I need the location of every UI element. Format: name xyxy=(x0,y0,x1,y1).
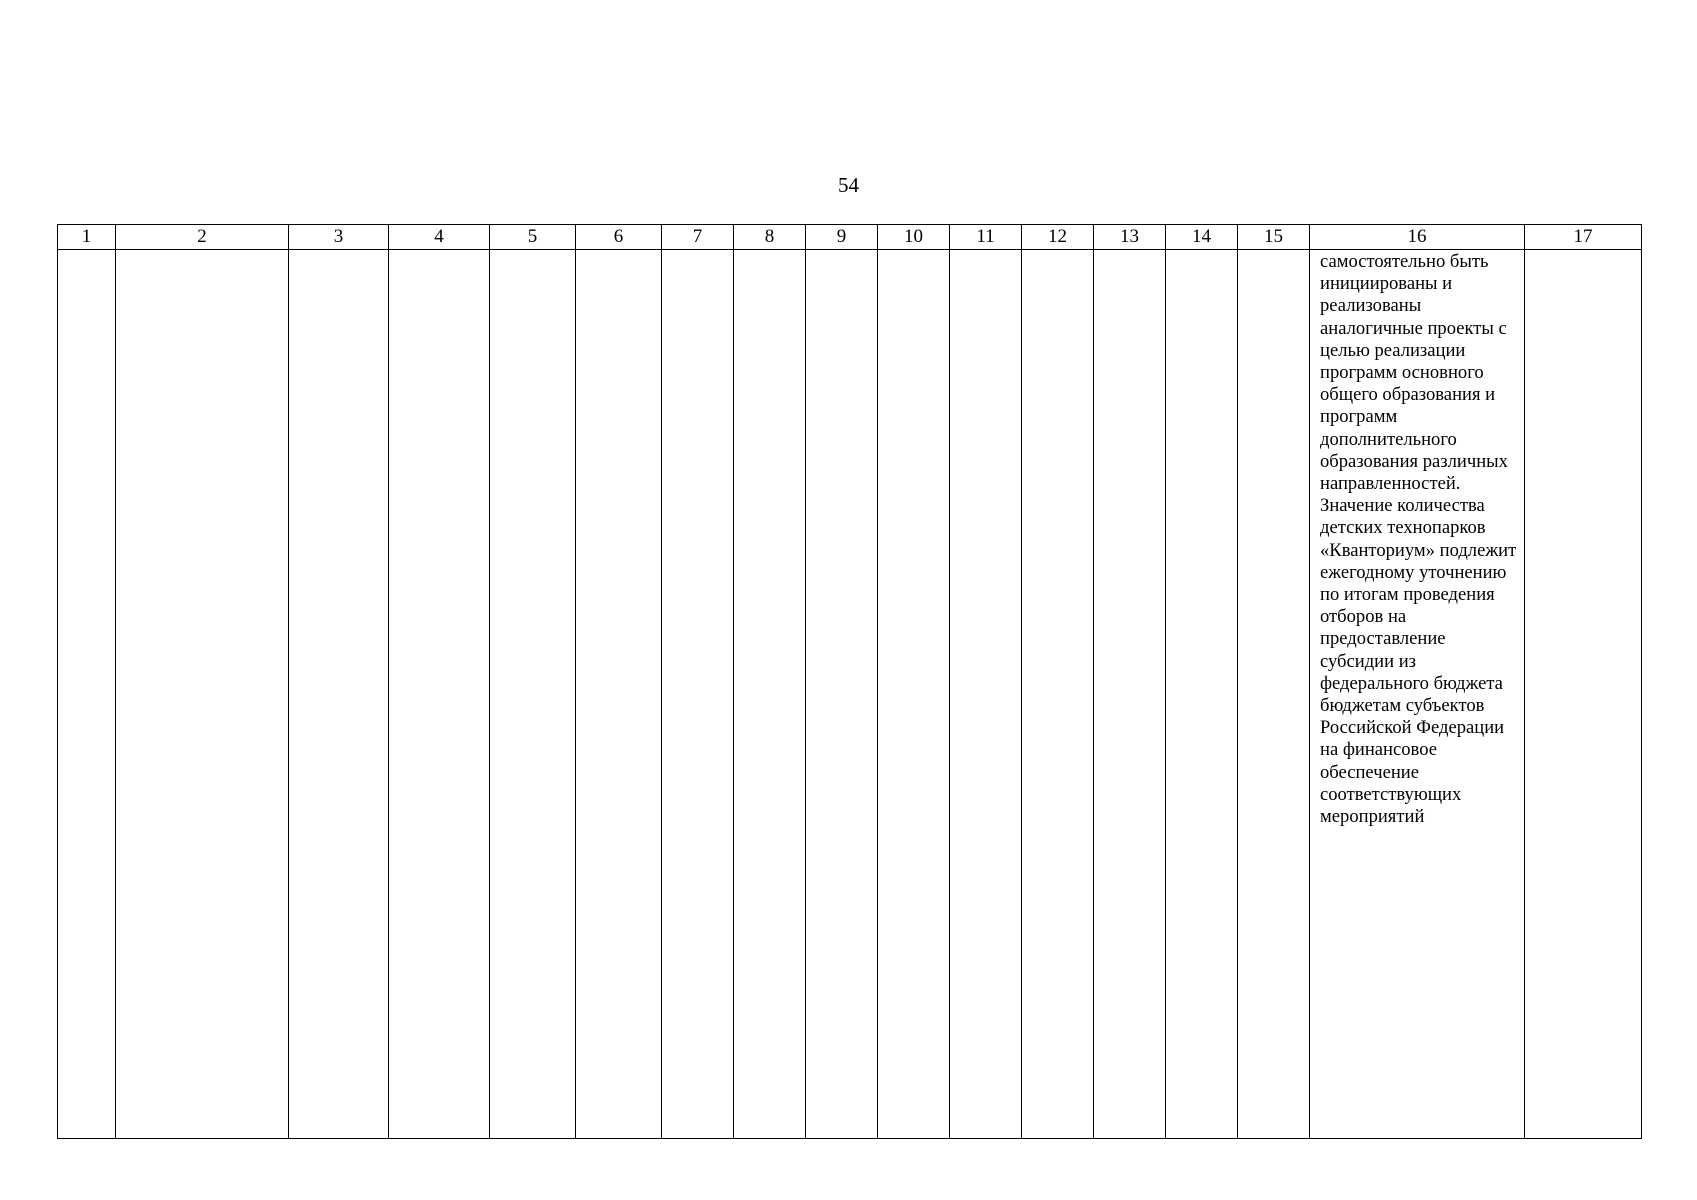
column-header-16: 16 xyxy=(1310,225,1525,250)
table-cell-7 xyxy=(662,250,734,1139)
column-header-4: 4 xyxy=(389,225,490,250)
table-cell-13 xyxy=(1094,250,1166,1139)
table-cell-11 xyxy=(950,250,1022,1139)
column-header-9: 9 xyxy=(806,225,878,250)
table-cell-2 xyxy=(116,250,289,1139)
column-header-10: 10 xyxy=(878,225,950,250)
table-cell-6 xyxy=(576,250,662,1139)
column-header-5: 5 xyxy=(490,225,576,250)
table-cell-10 xyxy=(878,250,950,1139)
table-cell-1 xyxy=(58,250,116,1139)
data-table xyxy=(57,224,1642,1139)
column-header-15: 15 xyxy=(1238,225,1310,250)
table-row xyxy=(58,250,1642,1139)
page-number: 54 xyxy=(838,173,859,197)
table-cell-5 xyxy=(490,250,576,1139)
column-header-1: 1 xyxy=(58,225,116,250)
column-header-7: 7 xyxy=(662,225,734,250)
table-cell-14 xyxy=(1166,250,1238,1139)
column-header-14: 14 xyxy=(1166,225,1238,250)
table-cell-15 xyxy=(1238,250,1310,1139)
column-header-17: 17 xyxy=(1525,225,1642,250)
column-header-6: 6 xyxy=(576,225,662,250)
table-cell-12 xyxy=(1022,250,1094,1139)
table-cell-4 xyxy=(389,250,490,1139)
table-cell-9 xyxy=(806,250,878,1139)
table-cell-16 xyxy=(1310,250,1525,1139)
header-row xyxy=(58,225,1642,250)
column-header-8: 8 xyxy=(734,225,806,250)
column-header-2: 2 xyxy=(116,225,289,250)
column-header-13: 13 xyxy=(1094,225,1166,250)
column-header-3: 3 xyxy=(289,225,389,250)
table-cell-3 xyxy=(289,250,389,1139)
column-header-12: 12 xyxy=(1022,225,1094,250)
table-cell-17 xyxy=(1525,250,1642,1139)
cell-16-text: самостоятельно быть инициированы и реализованы аналогичные проекты с целью реализации программ основного общего образования и программ дополнительного образования различных направленностей. Значение количества детских технопарков «Кванториум» подлежит ежегодному уточнению по итогам проведения отборов на предоставление субсидии из федерального бюджета бюджетам субъектов Российской Федерации на финансовое обеспечение соответствующих мероприятий xyxy=(1320,251,1517,828)
column-header-11: 11 xyxy=(950,225,1022,250)
table-cell-8 xyxy=(734,250,806,1139)
